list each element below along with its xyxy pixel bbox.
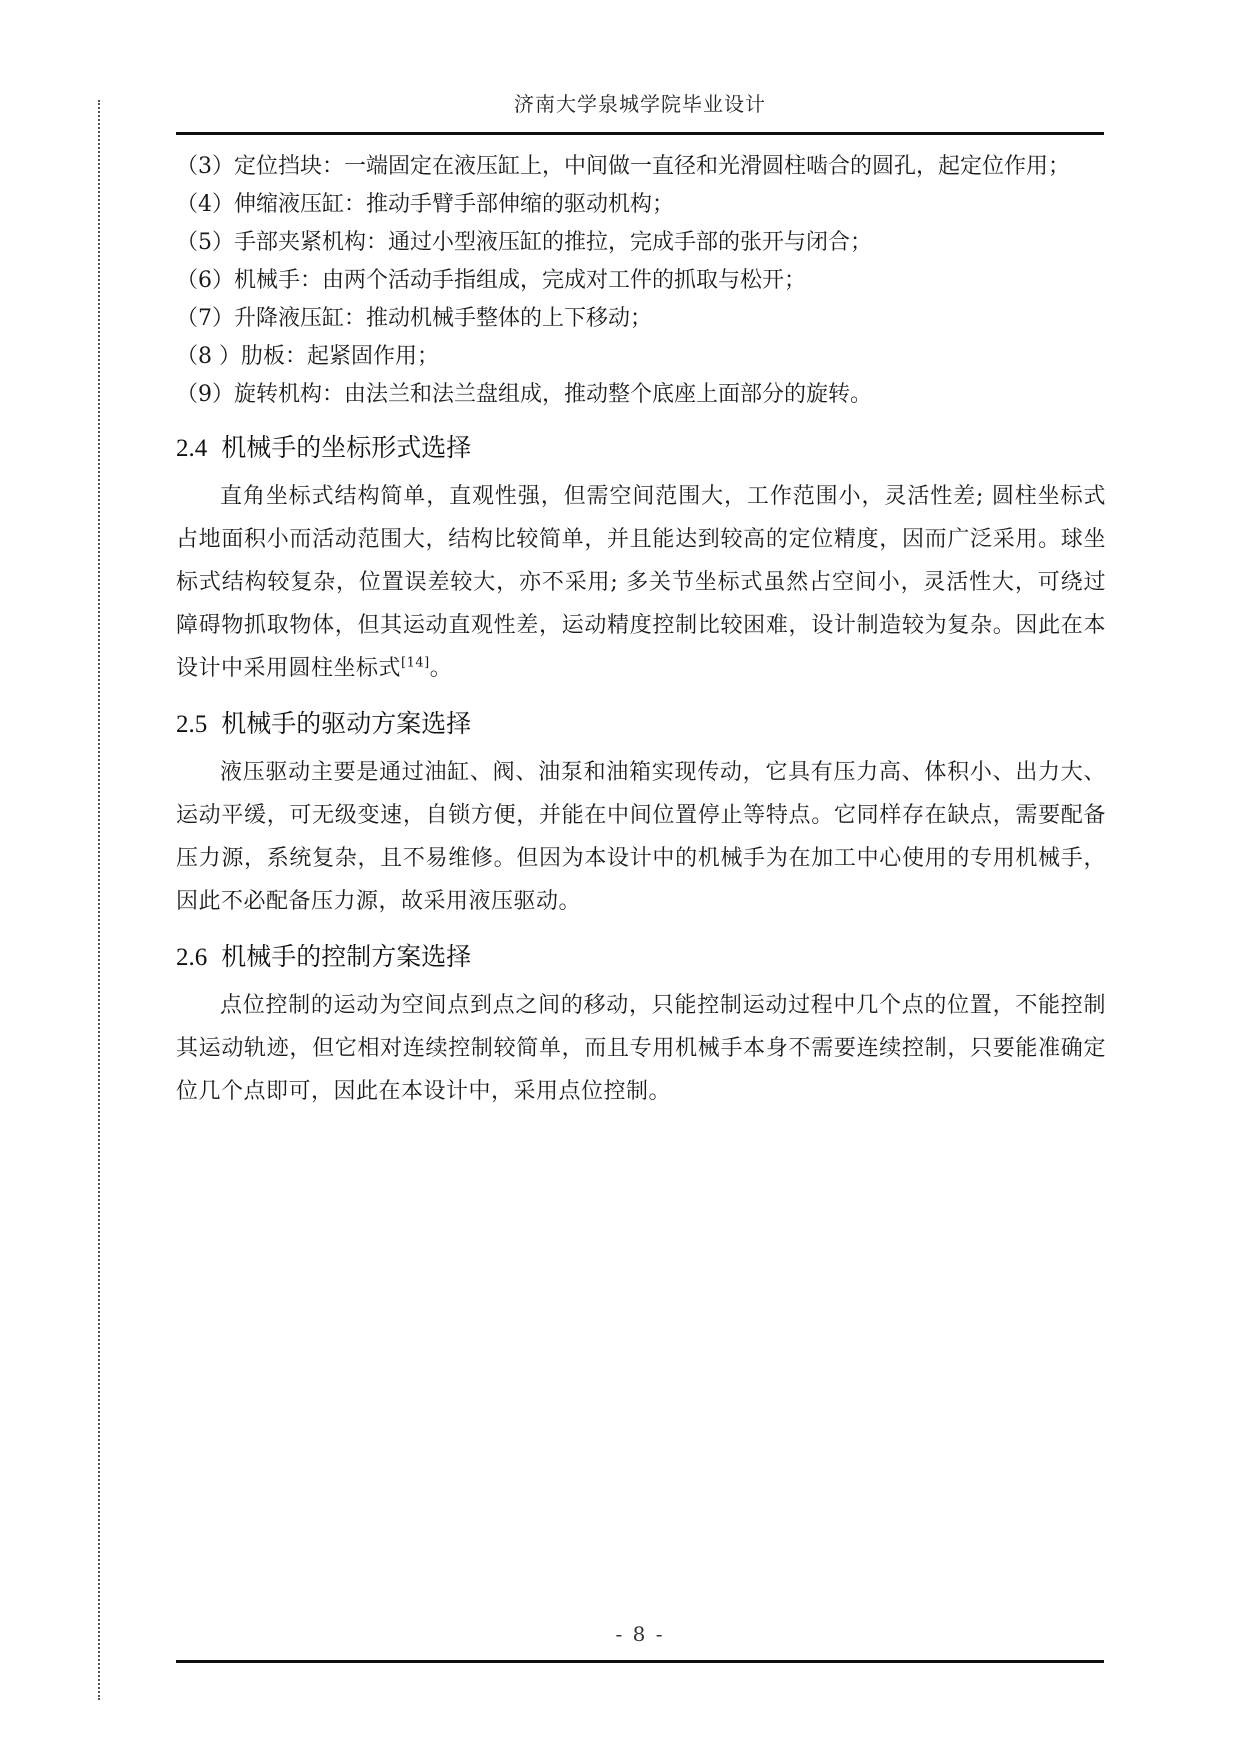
list-item: （7）升降液压缸：推动机械手整体的上下移动； xyxy=(176,306,652,331)
page-number: - 8 - xyxy=(615,1622,665,1646)
section-heading xyxy=(176,937,1106,978)
section-drive-scheme xyxy=(176,704,1106,923)
list-item: （4）伸缩液压缸：推动手臂手部伸缩的驱动机构； xyxy=(176,192,674,217)
list-item: （9）旋转机构：由法兰和法兰盘组成，推动整个底座上面部分的旋转。 xyxy=(176,382,872,407)
binding-margin-line xyxy=(98,100,100,1700)
running-header: 济南大学泉城学院毕业设计 xyxy=(514,92,766,116)
footer-rule xyxy=(176,1660,1104,1663)
section-number: 2.6 xyxy=(176,944,208,971)
paragraph-tail: 。 xyxy=(429,656,453,681)
section-paragraph: 液压驱动主要是通过油缸、阀、油泵和油箱实现传动，它具有压力高、体积小、出力大、运动平缓，可无级变速，自锁方便，并能在中间位置停止等特点。它同样存在缺点，需要配备压力源，系统复杂，且不易维修。但因为本设计中的机械手为在加工中心使用的专用机械手，因此不必配备压力源，故采用液压驱动。 xyxy=(176,760,1106,914)
section-title: 机械手的驱动方案选择 xyxy=(221,709,472,738)
section-coordinate-form xyxy=(176,428,1106,690)
section-paragraph xyxy=(176,475,1106,690)
component-list xyxy=(176,148,1106,414)
section-control-scheme xyxy=(176,937,1106,1113)
list-item: （8 ）肋板：起紧固作用； xyxy=(176,344,439,369)
list-item: （5）手部夹紧机构：通过小型液压缸的推拉，完成手部的张开与闭合； xyxy=(176,230,872,255)
citation-ref: [14] xyxy=(401,655,430,671)
section-number: 2.5 xyxy=(176,711,208,738)
section-heading xyxy=(176,428,1106,469)
section-paragraph: 点位控制的运动为空间点到点之间的移动，只能控制运动过程中几个点的位置，不能控制其运动轨迹，但它相对连续控制较简单，而且专用机械手本身不需要连续控制，只要能准确定位几个点即可，因此在本设计中，采用点位控制。 xyxy=(176,993,1106,1104)
section-title: 机械手的坐标形式选择 xyxy=(221,433,472,462)
section-number: 2.4 xyxy=(176,435,208,462)
paragraph-text: 直角坐标式结构简单，直观性强，但需空间范围大，工作范围小，灵活性差; 圆柱坐标式占地面积小而活动范围大，结构比较简单，并且能达到较高的定位精度，因而广泛采用。球坐标式结构较复杂，位置误差较大，亦不采用; 多关节坐标式虽然占空间小，灵活性大，可绕过障碍物抓取物体，但其运动直观性差，运动精度控制比较困难，设计制造较为复杂。因此在本设计中采用圆柱坐标式 xyxy=(176,484,1106,681)
header-rule xyxy=(176,132,1104,135)
section-heading xyxy=(176,704,1106,745)
list-item: （6）机械手：由两个活动手指组成，完成对工件的抓取与松开； xyxy=(176,268,806,293)
list-item: （3）定位挡块：一端固定在液压缸上，中间做一直径和光滑圆柱啮合的圆孔，起定位作用； xyxy=(176,154,1071,179)
section-title: 机械手的控制方案选择 xyxy=(221,942,472,971)
page-content xyxy=(176,148,1106,1113)
